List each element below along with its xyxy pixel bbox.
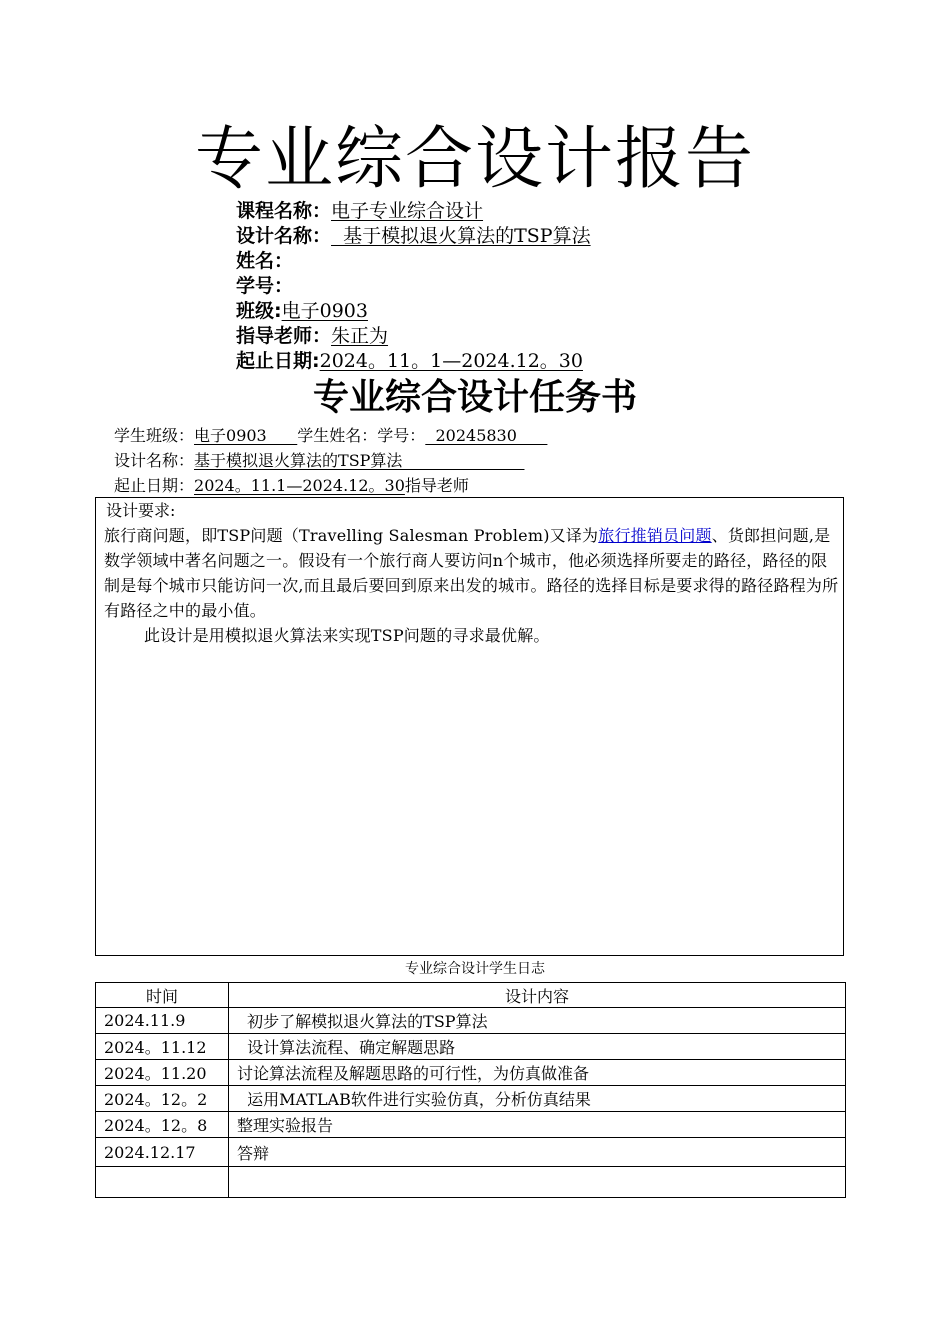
task-advisor-label: 指导老师 <box>404 476 469 495</box>
task-dates-line <box>114 475 469 497</box>
requirements-text <box>104 523 840 648</box>
log-time-cell <box>96 1167 229 1198</box>
log-content-cell: 答辩 <box>229 1138 846 1167</box>
log-time-cell: 2024.11.9 <box>96 1008 229 1034</box>
dates-line <box>236 349 583 373</box>
tsp-link[interactable]: 旅行推销员问题 <box>598 526 712 545</box>
task-name-label: 学生姓名： <box>297 426 378 445</box>
task-design-line <box>114 450 524 472</box>
dates-label: 起止日期: <box>236 350 320 372</box>
task-design-label: 设计名称： <box>114 451 195 470</box>
task-class-value: 电子0903 <box>194 426 298 445</box>
class-label: 班级: <box>236 300 282 322</box>
course-name-value: 电子专业综合设计 <box>331 200 484 222</box>
advisor-label: 指导老师： <box>236 325 332 347</box>
student-name-line <box>236 249 293 273</box>
log-header-row <box>96 983 846 1008</box>
student-id-label: 学号： <box>236 275 294 297</box>
log-time-cell: 2024。11.12 <box>96 1034 229 1060</box>
task-dates-value: 2024。11.1—2024.12。30 <box>194 476 405 495</box>
requirements-para1-end: 、货郎担问题,是数学领域中著名问题之一。假设有一个旅行商人要访问n个城市，他必须选择所要走的路径，路径的限制是每个城市只能访问一次,而且最后要回到原来出发的城市。路径的选择目标是要求得的路径路程为所有路径之中的最小值。 <box>104 526 839 620</box>
requirements-paragraph-2: 此设计是用模拟退火算法来实现TSP问题的寻求最优解。 <box>144 626 550 645</box>
log-content-cell: 讨论算法流程及解题思路的可行性，为仿真做准备 <box>229 1060 846 1086</box>
task-student-line <box>114 425 547 447</box>
table-row <box>96 1086 846 1112</box>
log-content-cell: 设计算法流程、确定解题思路 <box>229 1034 846 1060</box>
requirements-title: 设计要求: <box>106 501 176 520</box>
task-class-label: 学生班级： <box>114 426 195 445</box>
table-row <box>96 1167 846 1198</box>
table-row <box>96 1112 846 1138</box>
dates-value: 2024。11。1—2024.12。30 <box>319 350 583 372</box>
student-name-label: 姓名： <box>236 250 294 272</box>
advisor-line <box>236 324 388 348</box>
course-name-line <box>236 199 483 223</box>
design-name-value: 基于模拟退火算法的TSP算法 <box>331 225 591 247</box>
table-row <box>96 1138 846 1167</box>
table-row <box>96 1060 846 1086</box>
task-id-label: 学号： <box>377 426 426 445</box>
design-name-line <box>236 224 591 248</box>
task-dates-label: 起止日期： <box>114 476 195 495</box>
student-id-line <box>236 274 293 298</box>
design-name-label: 设计名称： <box>236 225 332 247</box>
log-content-cell: 整理实验报告 <box>229 1112 846 1138</box>
task-id-value: 20245830 <box>425 426 548 445</box>
report-title: 专业综合设计报告 <box>194 120 755 199</box>
advisor-value: 朱正为 <box>331 325 389 347</box>
class-line <box>236 299 368 323</box>
task-title: 专业综合设计任务书 <box>312 377 637 418</box>
table-row <box>96 1008 846 1034</box>
log-time-cell: 2024。12。2 <box>96 1086 229 1112</box>
log-header-time: 时间 <box>96 983 229 1008</box>
log-table <box>95 982 846 1198</box>
log-time-cell: 2024.12.17 <box>96 1138 229 1167</box>
log-time-cell: 2024。11.20 <box>96 1060 229 1086</box>
course-name-label: 课程名称： <box>236 200 332 222</box>
log-content-cell <box>229 1167 846 1198</box>
requirements-paragraph-1 <box>104 523 840 623</box>
table-row <box>96 1034 846 1060</box>
task-design-value: 基于模拟退火算法的TSP算法 <box>194 451 525 470</box>
log-content-cell: 运用MATLAB软件进行实验仿真，分析仿真结果 <box>229 1086 846 1112</box>
log-caption: 专业综合设计学生日志 <box>405 961 545 977</box>
requirements-box <box>95 497 844 956</box>
class-value: 电子0903 <box>281 300 368 322</box>
log-content-cell: 初步了解模拟退火算法的TSP算法 <box>229 1008 846 1034</box>
requirements-para1-start: 旅行商问题，即TSP问题（Travelling Salesman Problem)又译为 <box>104 526 599 545</box>
log-header-content: 设计内容 <box>229 983 846 1008</box>
log-time-cell: 2024。12。8 <box>96 1112 229 1138</box>
